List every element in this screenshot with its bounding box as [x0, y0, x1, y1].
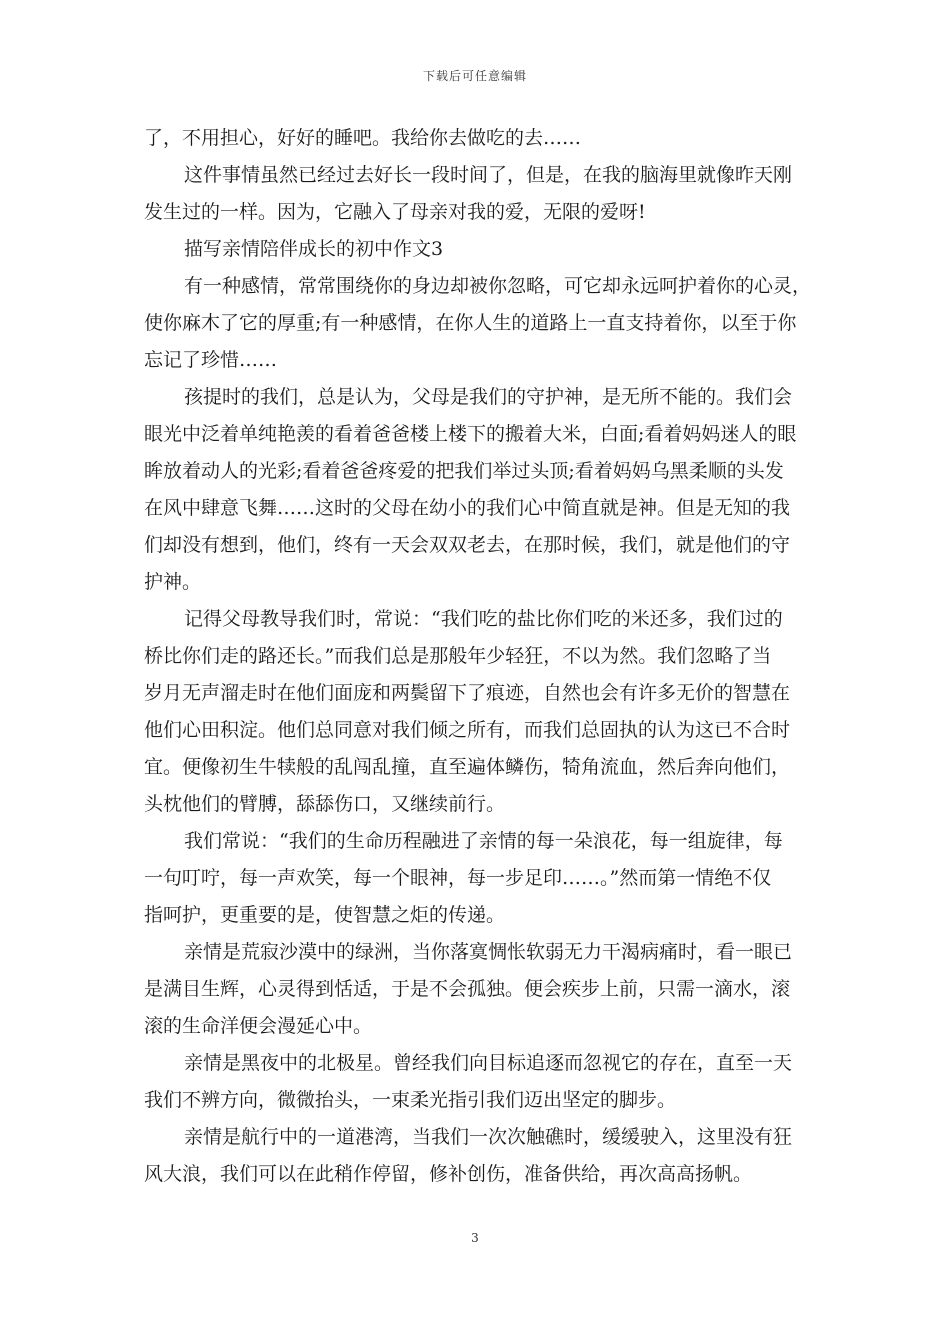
- text-line: 亲情是黑夜中的北极星。曾经我们向目标追逐而忽视它的存在，直至一天: [184, 1052, 793, 1074]
- text-line: 们却没有想到，他们，终有一天会双双老去，在那时候，我们，就是他们的守: [144, 534, 791, 556]
- text-line: 是满目生辉，心灵得到恬适，于是不会孤独。便会疾步上前，只需一滴水，滚: [144, 978, 791, 1000]
- text-line: 一句叮咛，每一声欢笑，每一个眼神，每一步足印……。”然而第一情绝不仅: [144, 867, 772, 889]
- text-line: 桥比你们走的路还长。”而我们总是那般年少轻狂，不以为然。我们忽略了当: [144, 645, 772, 667]
- page-number: 3: [471, 1231, 479, 1245]
- text-line: 这件事情虽然已经过去好长一段时间了，但是，在我的脑海里就像昨天刚: [184, 164, 793, 186]
- text-line: 亲情是荒寂沙漠中的绿洲，当你落寞惆怅软弱无力干渴病痛时，看一眼已: [184, 941, 793, 963]
- text-line: 忘记了珍惜……: [144, 349, 278, 371]
- text-line: 记得父母教导我们时，常说：“我们吃的盐比你们吃的米还多，我们过的: [184, 608, 783, 630]
- text-line: 在风中肆意飞舞……这时的父母在幼小的我们心中简直就是神。但是无知的我: [144, 497, 791, 519]
- text-line: 岁月无声溜走时在他们面庞和两鬓留下了痕迹，自然也会有许多无价的智慧在: [144, 682, 791, 704]
- text-line: 了，不用担心，好好的睡吧。我给你去做吃的去……: [144, 127, 582, 149]
- text-line: 护神。: [144, 571, 202, 593]
- page-header-note: 下载后可任意编辑: [422, 69, 527, 83]
- text-line: 孩提时的我们，总是认为，父母是我们的守护神，是无所不能的。我们会: [184, 386, 793, 408]
- text-line: 指呵护，更重要的是，使智慧之炬的传递。: [144, 904, 506, 926]
- section-heading: 描写亲情陪伴成长的初中作文3: [184, 238, 444, 260]
- text-line: 滚的生命洋便会漫延心中。: [144, 1015, 373, 1037]
- body-text: [144, 120, 812, 1193]
- text-line: 有一种感情，常常围绕你的身边却被你忽略，可它却永远呵护着你的心灵，: [184, 275, 812, 297]
- text-line: 发生过的一样。因为，它融入了母亲对我的爱，无限的爱呀!: [144, 201, 646, 223]
- text-line: 眼光中泛着单纯艳羡的看着爸爸楼上楼下的搬着大米，白面;看着妈妈迷人的眼: [144, 423, 797, 445]
- text-line: 我们不辨方向，微微抬头，一束柔光指引我们迈出坚定的脚步。: [144, 1089, 677, 1111]
- text-line: 亲情是航行中的一道港湾，当我们一次次触礁时，缓缓驶入，这里没有狂: [184, 1126, 793, 1148]
- text-line: 头枕他们的臂膊，舔舔伤口，又继续前行。: [144, 793, 506, 815]
- text-line: 眸放着动人的光彩;看着爸爸疼爱的把我们举过头顶;看着妈妈乌黑柔顺的头发: [144, 460, 784, 482]
- text-line: 风大浪，我们可以在此稍作停留，修补创伤，准备供给，再次高高扬帆。: [144, 1163, 753, 1185]
- text-line: 使你麻木了它的厚重;有一种感情，在你人生的道路上一直支持着你，以至于你: [144, 312, 797, 334]
- text-line: 我们常说：“我们的生命历程融进了亲情的每一朵浪花，每一组旋律，每: [184, 830, 783, 852]
- text-line: 他们心田积淀。他们总同意对我们倾之所有，而我们总固执的认为这已不合时: [144, 719, 791, 741]
- text-line: 宜。便像初生牛犊般的乱闯乱撞，直至遍体鳞伤，犄角流血，然后奔向他们，: [144, 756, 791, 778]
